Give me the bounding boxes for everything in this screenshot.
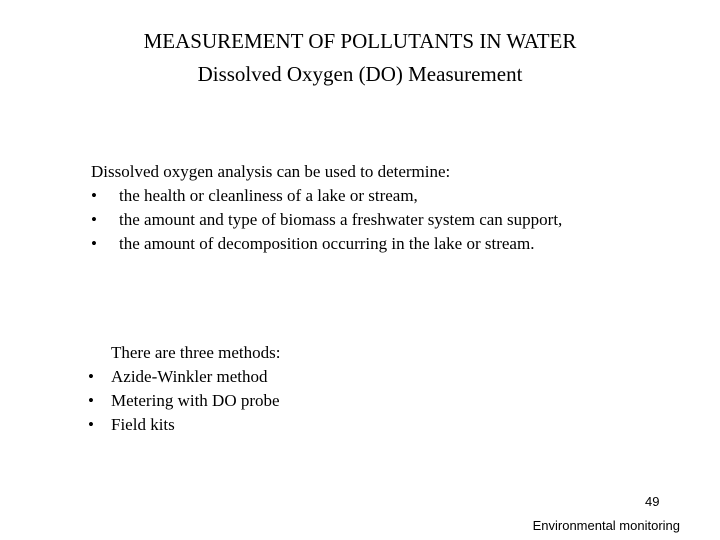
slide-title: MEASUREMENT OF POLLUTANTS IN WATER	[143, 29, 577, 53]
analysis-intro: Dissolved oxygen analysis can be used to determine:	[91, 162, 451, 181]
list-item-text: the amount and type of biomass a freshwater system can support,	[119, 210, 563, 229]
slide-subtitle: Dissolved Oxygen (DO) Measurement	[197, 62, 523, 86]
bullet-icon: •	[91, 186, 97, 205]
bullet-icon: •	[88, 391, 94, 410]
list-item-text: Metering with DO probe	[111, 391, 280, 410]
list-item-text: the amount of decomposition occurring in the lake or stream.	[119, 234, 535, 253]
list-item	[91, 184, 450, 208]
list-item-text: Field kits	[111, 415, 175, 434]
analysis-section	[91, 160, 563, 256]
list-item	[88, 389, 280, 413]
page-number: 49	[645, 494, 660, 509]
list-item-text: the health or cleanliness of a lake or stream,	[119, 186, 418, 205]
methods-section	[88, 341, 280, 437]
list-item	[88, 365, 280, 389]
footer-text: Environmental monitoring	[532, 518, 680, 533]
list-item-text: Azide-Winkler method	[111, 367, 268, 386]
bullet-icon: •	[91, 210, 97, 229]
bullet-icon: •	[88, 415, 94, 434]
methods-intro: There are three methods:	[111, 343, 281, 362]
bullet-icon: •	[88, 367, 94, 386]
bullet-icon: •	[91, 234, 97, 253]
list-item	[91, 208, 563, 232]
list-item	[91, 232, 535, 256]
list-item	[88, 413, 280, 437]
